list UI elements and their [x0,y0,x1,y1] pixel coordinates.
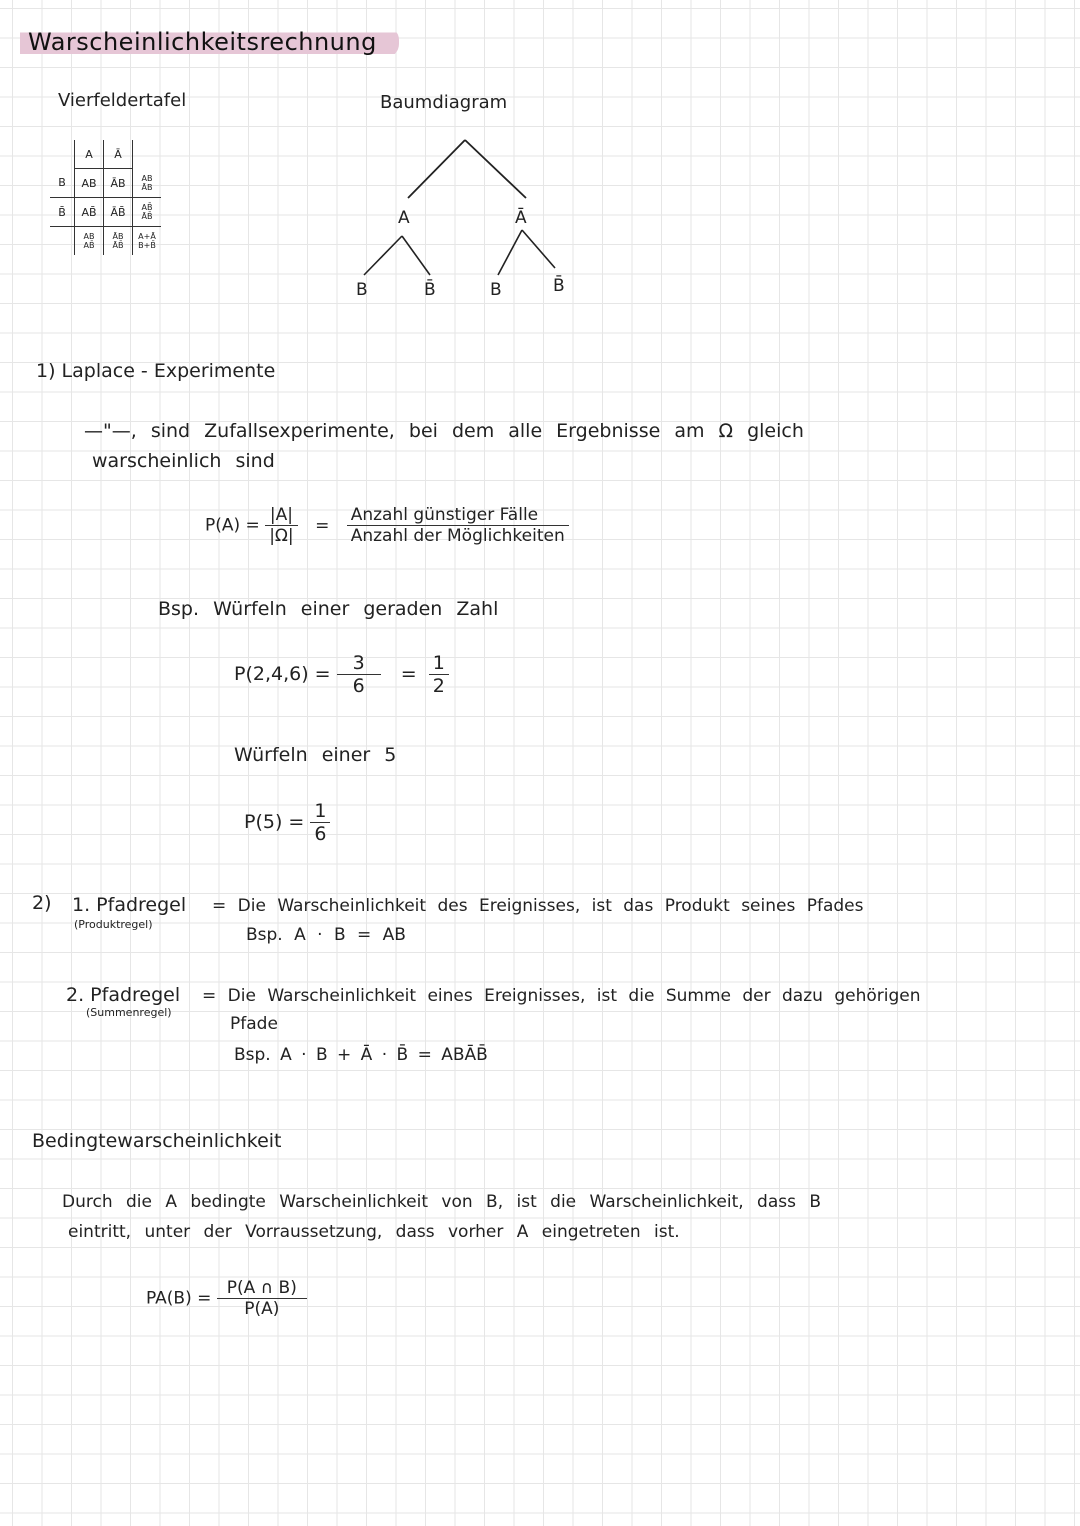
four-field-table [50,140,161,255]
formula-equals: = [315,515,330,536]
section-laplace-heading: 1) Laplace - Experimente [36,360,276,382]
example1-formula [234,652,449,697]
rule1-example: Bsp. A · B = AB [246,925,406,945]
rule2-title: 2. Pfadregel [66,984,181,1006]
example2-denominator: 6 [314,823,327,845]
table-row-b-label: B [50,169,75,198]
bedingt-formula-lhs: PA(B) = [146,1288,212,1309]
rule2-example: Bsp. A · B + Ā · B̄ = ABĀB̄ [234,1045,488,1065]
tree-branch [522,230,555,268]
tree-node-a: A [398,208,410,228]
section-pfadregel-number: 2) [32,892,52,914]
example1-numerator2: 1 [429,652,449,675]
formula-denominator: |Ω| [269,526,294,546]
example1-fraction [337,652,381,697]
tree-leaf-b: B [490,280,502,300]
tree-branch [498,230,522,275]
tree-leaf-not-b: B̄ [424,280,436,300]
tree-branch [408,140,465,198]
section-bedingt-heading: Bedingtewarscheinlichkeit [32,1130,282,1152]
table-cell: AB [75,169,104,198]
table-cell-sum-top: AB [141,173,153,183]
formula-fraction [265,505,297,546]
formula-lhs: P(A) = [205,515,260,536]
rule2-text-continued: Pfade [230,1014,278,1034]
example2-formula [244,800,330,845]
tree-leaf-b: B [356,280,368,300]
formula-text-denominator: Anzahl der Möglichkeiten [350,526,565,546]
page-title: Warscheinlichkeitsrechnung [20,26,399,58]
laplace-definition-line1: —"—, sind Zufallsexperimente, bei dem alle Ergebnisse am Ω gleich [84,420,804,442]
tree-diagram [340,130,600,300]
bedingt-formula-fraction [217,1278,307,1319]
bedingt-definition-line1: Durch die A bedingte Warscheinlichkeit von B, ist die Warscheinlichkeit, dass B [62,1192,822,1212]
rule1-title: 1. Pfadregel [72,894,187,916]
tree-leaf-not-b: B̄ [553,276,565,296]
example1-denominator: 6 [352,675,365,697]
table-header-a: A [75,140,104,169]
table-cell-sum-top: AB̄ [141,203,153,212]
tree-node-not-a: Ā [515,208,527,228]
table-cell [133,227,162,256]
rule1-text: = Die Warscheinlichkeit des Ereignisses, ist das Produkt seines Pfades [212,896,864,916]
laplace-definition-line2: warscheinlich sind [92,450,275,472]
tree-branch [465,140,526,198]
example2-fraction [310,800,330,845]
rule2-subtitle: (Summenregel) [86,1006,172,1019]
table-cell-sum-bottom: B+B̄ [138,241,156,250]
bedingt-formula-denominator: P(A) [244,1299,280,1319]
bedingt-definition-line2: eintritt, unter der Vorraussetzung, dass vorher A eingetreten ist. [68,1222,680,1242]
baumdiagram-heading: Baumdiagram [380,92,508,113]
table-cell-sum-top: AB [83,232,95,241]
formula-numerator: |A| [265,505,297,526]
example1-label: Bsp. Würfeln einer geraden Zahl [158,598,499,620]
example1-lhs: P(2,4,6) = [234,663,331,685]
table-row-not-b-label: B̄ [50,198,75,227]
rule2-text: = Die Warscheinlichkeit eines Ereignisses, ist die Summe der dazu gehörigen [202,986,921,1006]
formula-text-numerator: Anzahl günstiger Fälle [347,505,569,526]
table-cell [104,227,133,256]
formula-text-fraction [347,505,569,546]
table-cell [133,198,162,227]
example1-denominator2: 2 [432,675,445,697]
example1-fraction-reduced [429,652,449,697]
table-cell: AB̄ [75,198,104,227]
example1-numerator: 3 [337,652,381,675]
example1-equals: = [400,663,417,685]
table-cell [133,169,162,198]
bedingt-formula [146,1278,307,1319]
table-cell-sum-bottom: ĀB [141,182,153,192]
table-cell-sum-top: A+Ā [138,232,156,241]
table-header-not-a: Ā [104,140,133,169]
table-cell: ĀB [104,169,133,198]
table-cell: ĀB̄ [104,198,133,227]
table-cell-sum-bottom: AB̄ [83,241,95,250]
table-cell-sum-bottom: ĀB̄ [141,212,153,221]
tree-branch [364,236,402,275]
table-cell [75,227,104,256]
bedingt-formula-numerator: P(A ∩ B) [217,1278,307,1299]
rule1-subtitle: (Produktregel) [74,918,153,931]
example2-numerator: 1 [310,800,330,823]
laplace-formula [205,505,569,546]
example2-lhs: P(5) = [244,811,305,833]
tree-branch [402,236,430,275]
table-cell-sum-top: ĀB [112,232,124,241]
example2-label: Würfeln einer 5 [234,744,397,766]
table-cell-sum-bottom: ĀB̄ [112,241,124,250]
vierfeldertafel-heading: Vierfeldertafel [58,90,187,111]
